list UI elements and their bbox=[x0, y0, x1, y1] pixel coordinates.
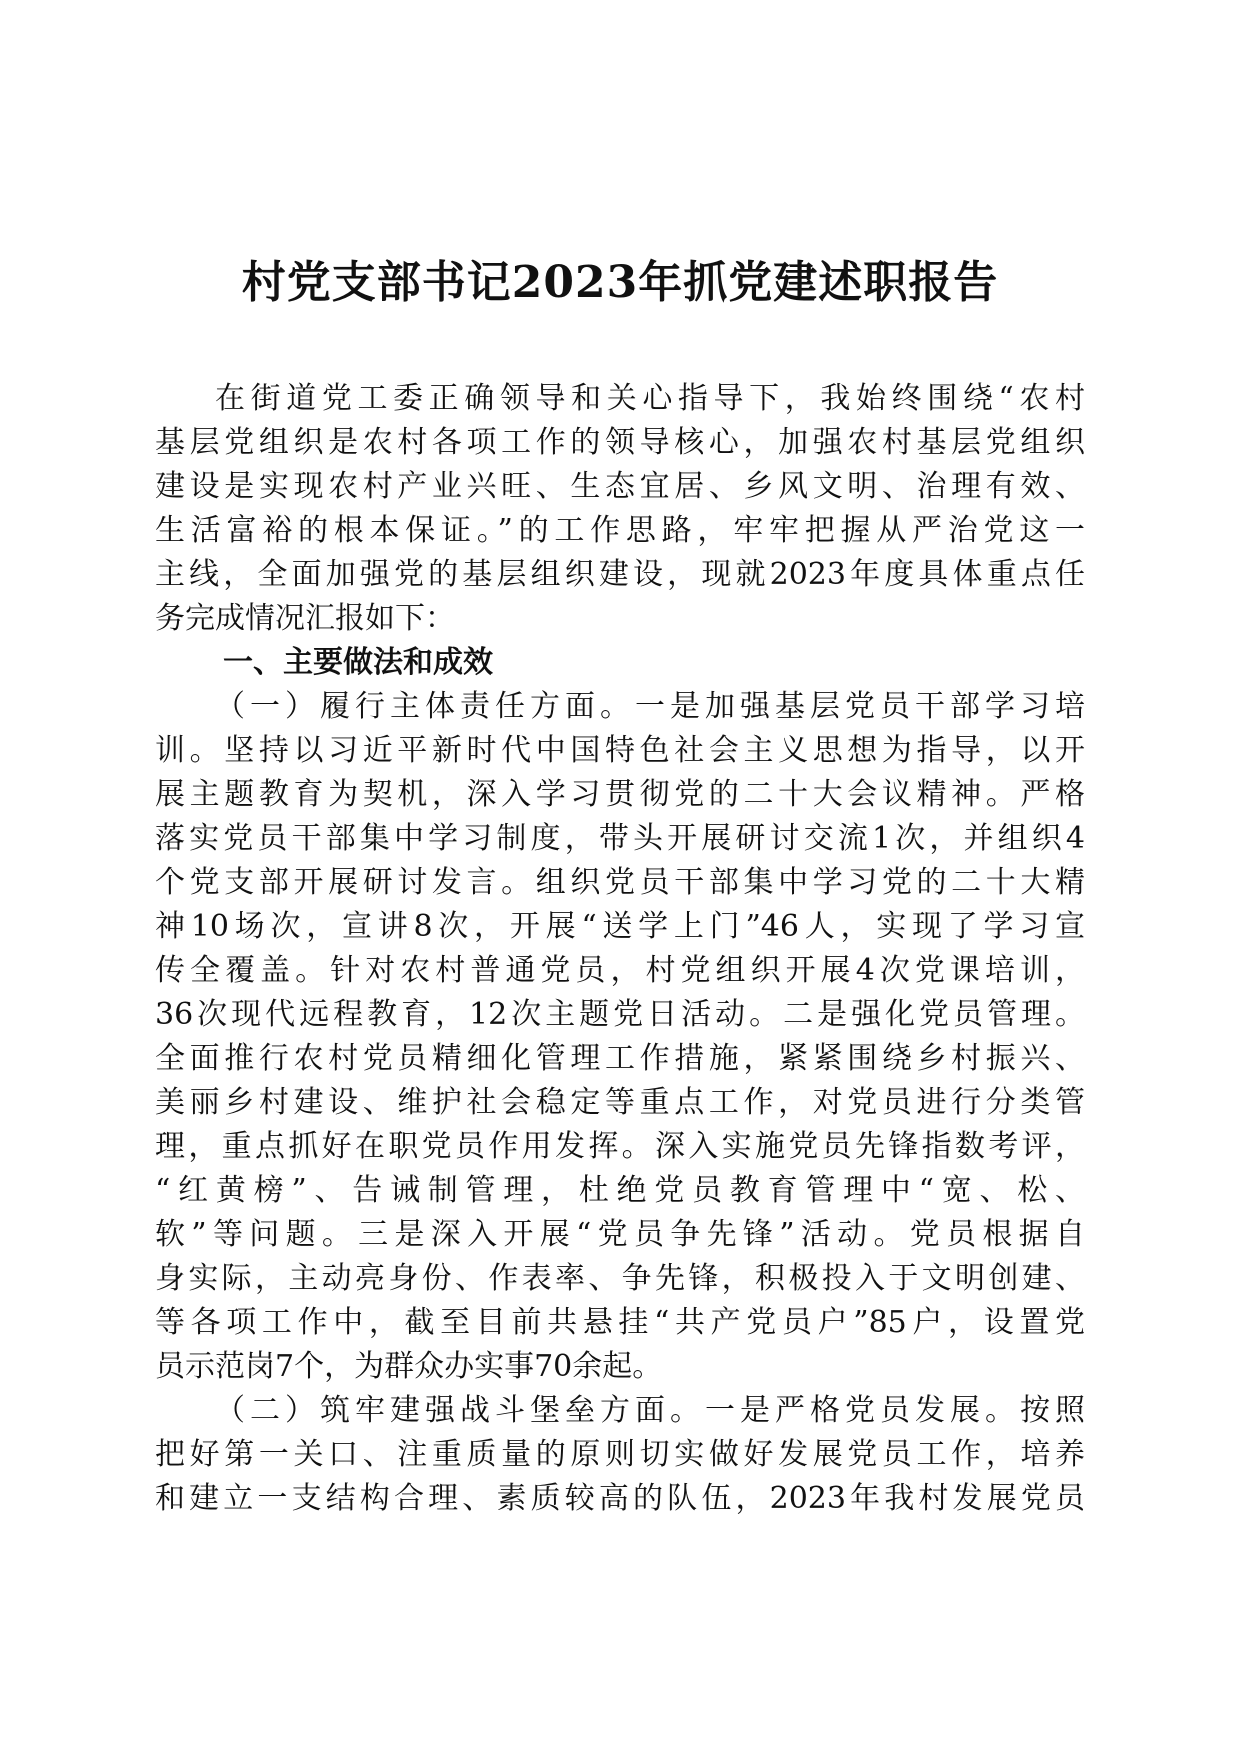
paragraph-line: 建设是实现农村产业兴旺、生态宜居、乡风文明、治理有效、 bbox=[155, 469, 1085, 504]
paragraph-line: 在街道党工委正确领导和关心指导下，我始终围绕“农村 bbox=[215, 381, 1085, 416]
paragraph-line: 美丽乡村建设、维护社会稳定等重点工作，对党员进行分类管 bbox=[155, 1085, 1085, 1120]
paragraph-line: 生活富裕的根本保证。”的工作思路，牢牢把握从严治党这一 bbox=[155, 513, 1085, 548]
paragraph-line: 把好第一关口、注重质量的原则切实做好发展党员工作，培养 bbox=[155, 1437, 1085, 1472]
document-title: 村党支部书记2023年抓党建述职报告 bbox=[241, 257, 999, 308]
paragraph-line: 软”等问题。三是深入开展“党员争先锋”活动。党员根据自 bbox=[155, 1217, 1085, 1252]
paragraph-line: 神10场次，宣讲8次，开展“送学上门”46人，实现了学习宣 bbox=[155, 909, 1085, 944]
paragraph-line: 个党支部开展研讨发言。组织党员干部集中学习党的二十大精 bbox=[155, 865, 1085, 900]
section-heading: 一、主要做法和成效 bbox=[223, 645, 493, 680]
paragraph-line: （一）履行主体责任方面。一是加强基层党员干部学习培 bbox=[215, 689, 1085, 724]
paragraph-line: （二）筑牢建强战斗堡垒方面。一是严格党员发展。按照 bbox=[215, 1393, 1085, 1428]
paragraph-line: 全面推行农村党员精细化管理工作措施，紧紧围绕乡村振兴、 bbox=[155, 1041, 1085, 1076]
paragraph-line: 落实党员干部集中学习制度，带头开展研讨交流1次，并组织4 bbox=[155, 821, 1085, 856]
paragraph-line: 务完成情况汇报如下： bbox=[155, 601, 455, 636]
paragraph-line: 基层党组织是农村各项工作的领导核心，加强农村基层党组织 bbox=[155, 425, 1085, 460]
paragraph-line: 传全覆盖。针对农村普通党员，村党组织开展4次党课培训， bbox=[155, 953, 1085, 988]
paragraph-line: 理，重点抓好在职党员作用发挥。深入实施党员先锋指数考评， bbox=[155, 1129, 1085, 1164]
paragraph-line: 主线，全面加强党的基层组织建设，现就2023年度具体重点任 bbox=[155, 557, 1085, 592]
paragraph-line: 训。坚持以习近平新时代中国特色社会主义思想为指导，以开 bbox=[155, 733, 1085, 768]
paragraph-line: 和建立一支结构合理、素质较高的队伍，2023年我村发展党员 bbox=[155, 1481, 1085, 1516]
document-body bbox=[155, 377, 1085, 1521]
paragraph-line: “红黄榜”、告诫制管理，杜绝党员教育管理中“宽、松、 bbox=[155, 1173, 1085, 1208]
paragraph-line: 展主题教育为契机，深入学习贯彻党的二十大会议精神。严格 bbox=[155, 777, 1085, 812]
paragraph-line: 36次现代远程教育，12次主题党日活动。二是强化党员管理。 bbox=[155, 997, 1085, 1032]
paragraph-line: 等各项工作中，截至目前共悬挂“共产党员户”85户，设置党 bbox=[155, 1305, 1085, 1340]
paragraph-line: 员示范岗7个，为群众办实事70余起。 bbox=[155, 1349, 663, 1384]
paragraph-line: 身实际，主动亮身份、作表率、争先锋，积极投入于文明创建、 bbox=[155, 1261, 1085, 1296]
